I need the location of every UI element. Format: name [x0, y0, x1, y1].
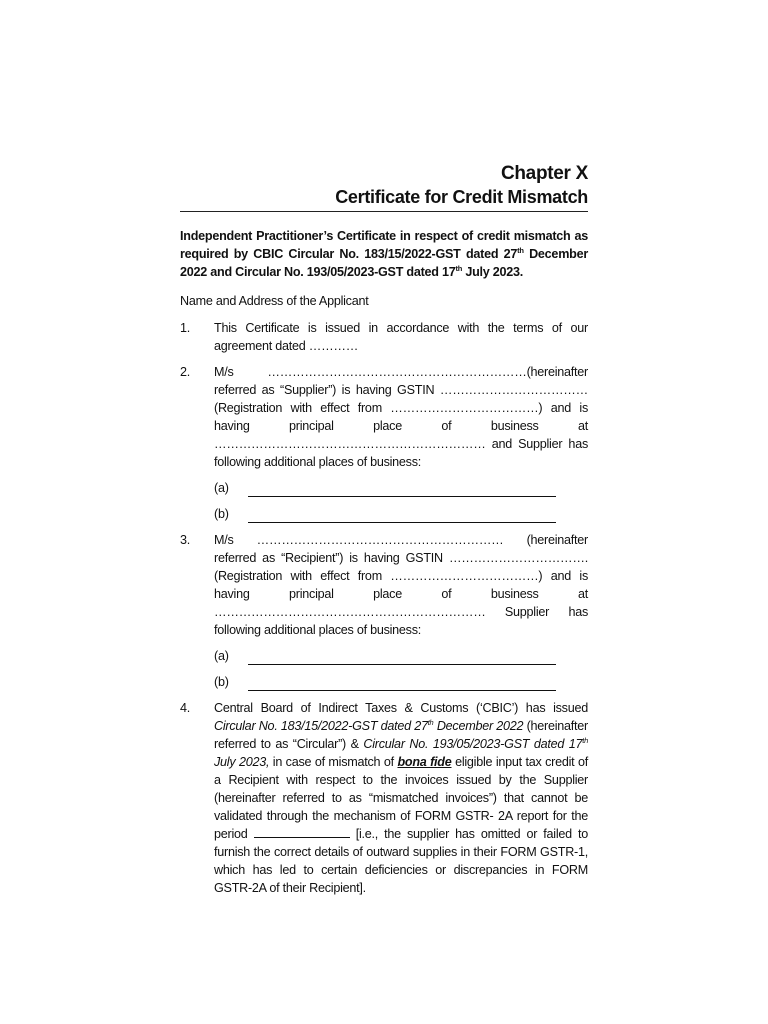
supplier-place-b — [214, 503, 588, 523]
clause-number: 4. — [180, 701, 191, 715]
clause-text: This Certificate is issued in accordance with the terms of our agreement dated ………… — [214, 321, 588, 353]
clause-text: M/s …………………………………………………… (hereinafter referred as “Recipient”) is having GSTIN ……………………………. (Registration with effect from ………………………………) and is having principal place of business at ………………………………………………………… Supplier has following additional places of business: — [214, 533, 588, 637]
chapter-number: Chapter X — [500, 163, 588, 184]
period-blank — [254, 826, 350, 838]
clause-number: 2. — [180, 365, 191, 379]
applicant-label: Name and Address of the Applicant — [180, 294, 369, 308]
chapter-heading — [180, 162, 588, 209]
clause-4-text-1: Central Board of Indirect Taxes & Customs (‘CBIC’) has issued — [214, 701, 588, 715]
clause-4-circular-2: Circular No. 193/05/2023-GST dated 17th July 2023, — [214, 735, 588, 769]
clause-text — [214, 699, 588, 897]
intro-text-3: July 2023. — [462, 265, 524, 279]
clause-4-text-4: eligible input tax credit of a Recipient with respect to the invoices issued by the Supplier (hereinafter referred to as “mismatched invoices”) that cannot be validated through the mechanism of FORM GSTR- 2A report for the period — [214, 755, 588, 841]
sub-label: (a) — [214, 649, 229, 663]
clause-text: M/s ………………………………………………………(hereinafter referred as “Supplier”) is having GSTIN ………………………………(Registration with effect from ………………………………) and is having principal place of business at ………………………………………………………… and Supplier has following additional places of business: — [214, 365, 588, 469]
blank-line — [248, 483, 556, 497]
blank-line — [248, 651, 556, 665]
intro-sup-1: th — [517, 245, 524, 255]
heading-rule — [180, 211, 588, 212]
sub-label: (b) — [214, 507, 229, 521]
blank-line — [248, 677, 556, 691]
clause-4-text-5: [i.e., the supplier has omitted or failed to furnish the correct details of outward supplies in their FORM GSTR-1, which has led to certain deficiencies or discrepancies in FORM GSTR-2A of their Recipient]. — [214, 827, 588, 895]
clause-number: 1. — [180, 321, 191, 335]
intro-text-1: Independent Practitioner’s Certificate in respect of credit mismatch as required by CBIC Circular No. 183/15/2022-GST dated 27 — [180, 229, 588, 261]
supplier-place-a — [214, 477, 588, 497]
clause-number: 3. — [180, 533, 191, 547]
clause-4-text-3: in case of mismatch of — [269, 755, 398, 769]
sub-label: (b) — [214, 675, 229, 689]
sub-label: (a) — [214, 481, 229, 495]
intro-text-2: December 2022 and Circular No. 193/05/2023-GST dated 17 — [180, 247, 588, 279]
intro-sup-2: th — [455, 263, 463, 273]
bona-fide-term: bona fide — [397, 755, 452, 769]
recipient-place-b — [214, 671, 588, 691]
clause-1 — [180, 319, 588, 355]
chapter-title: Certificate for Credit Mismatch — [335, 187, 588, 207]
clause-3 — [180, 531, 588, 691]
document-body — [180, 227, 588, 905]
clause-2 — [180, 363, 588, 523]
recipient-place-a — [214, 645, 588, 665]
clause-4-circular-1: Circular No. 183/15/2022-GST dated 27th December 2022 — [214, 717, 524, 733]
clause-4-text-2: (hereinafter referred to as “Circular”) & — [214, 719, 589, 751]
clause-4 — [180, 699, 588, 897]
intro-paragraph — [180, 227, 588, 281]
blank-line — [248, 509, 556, 523]
